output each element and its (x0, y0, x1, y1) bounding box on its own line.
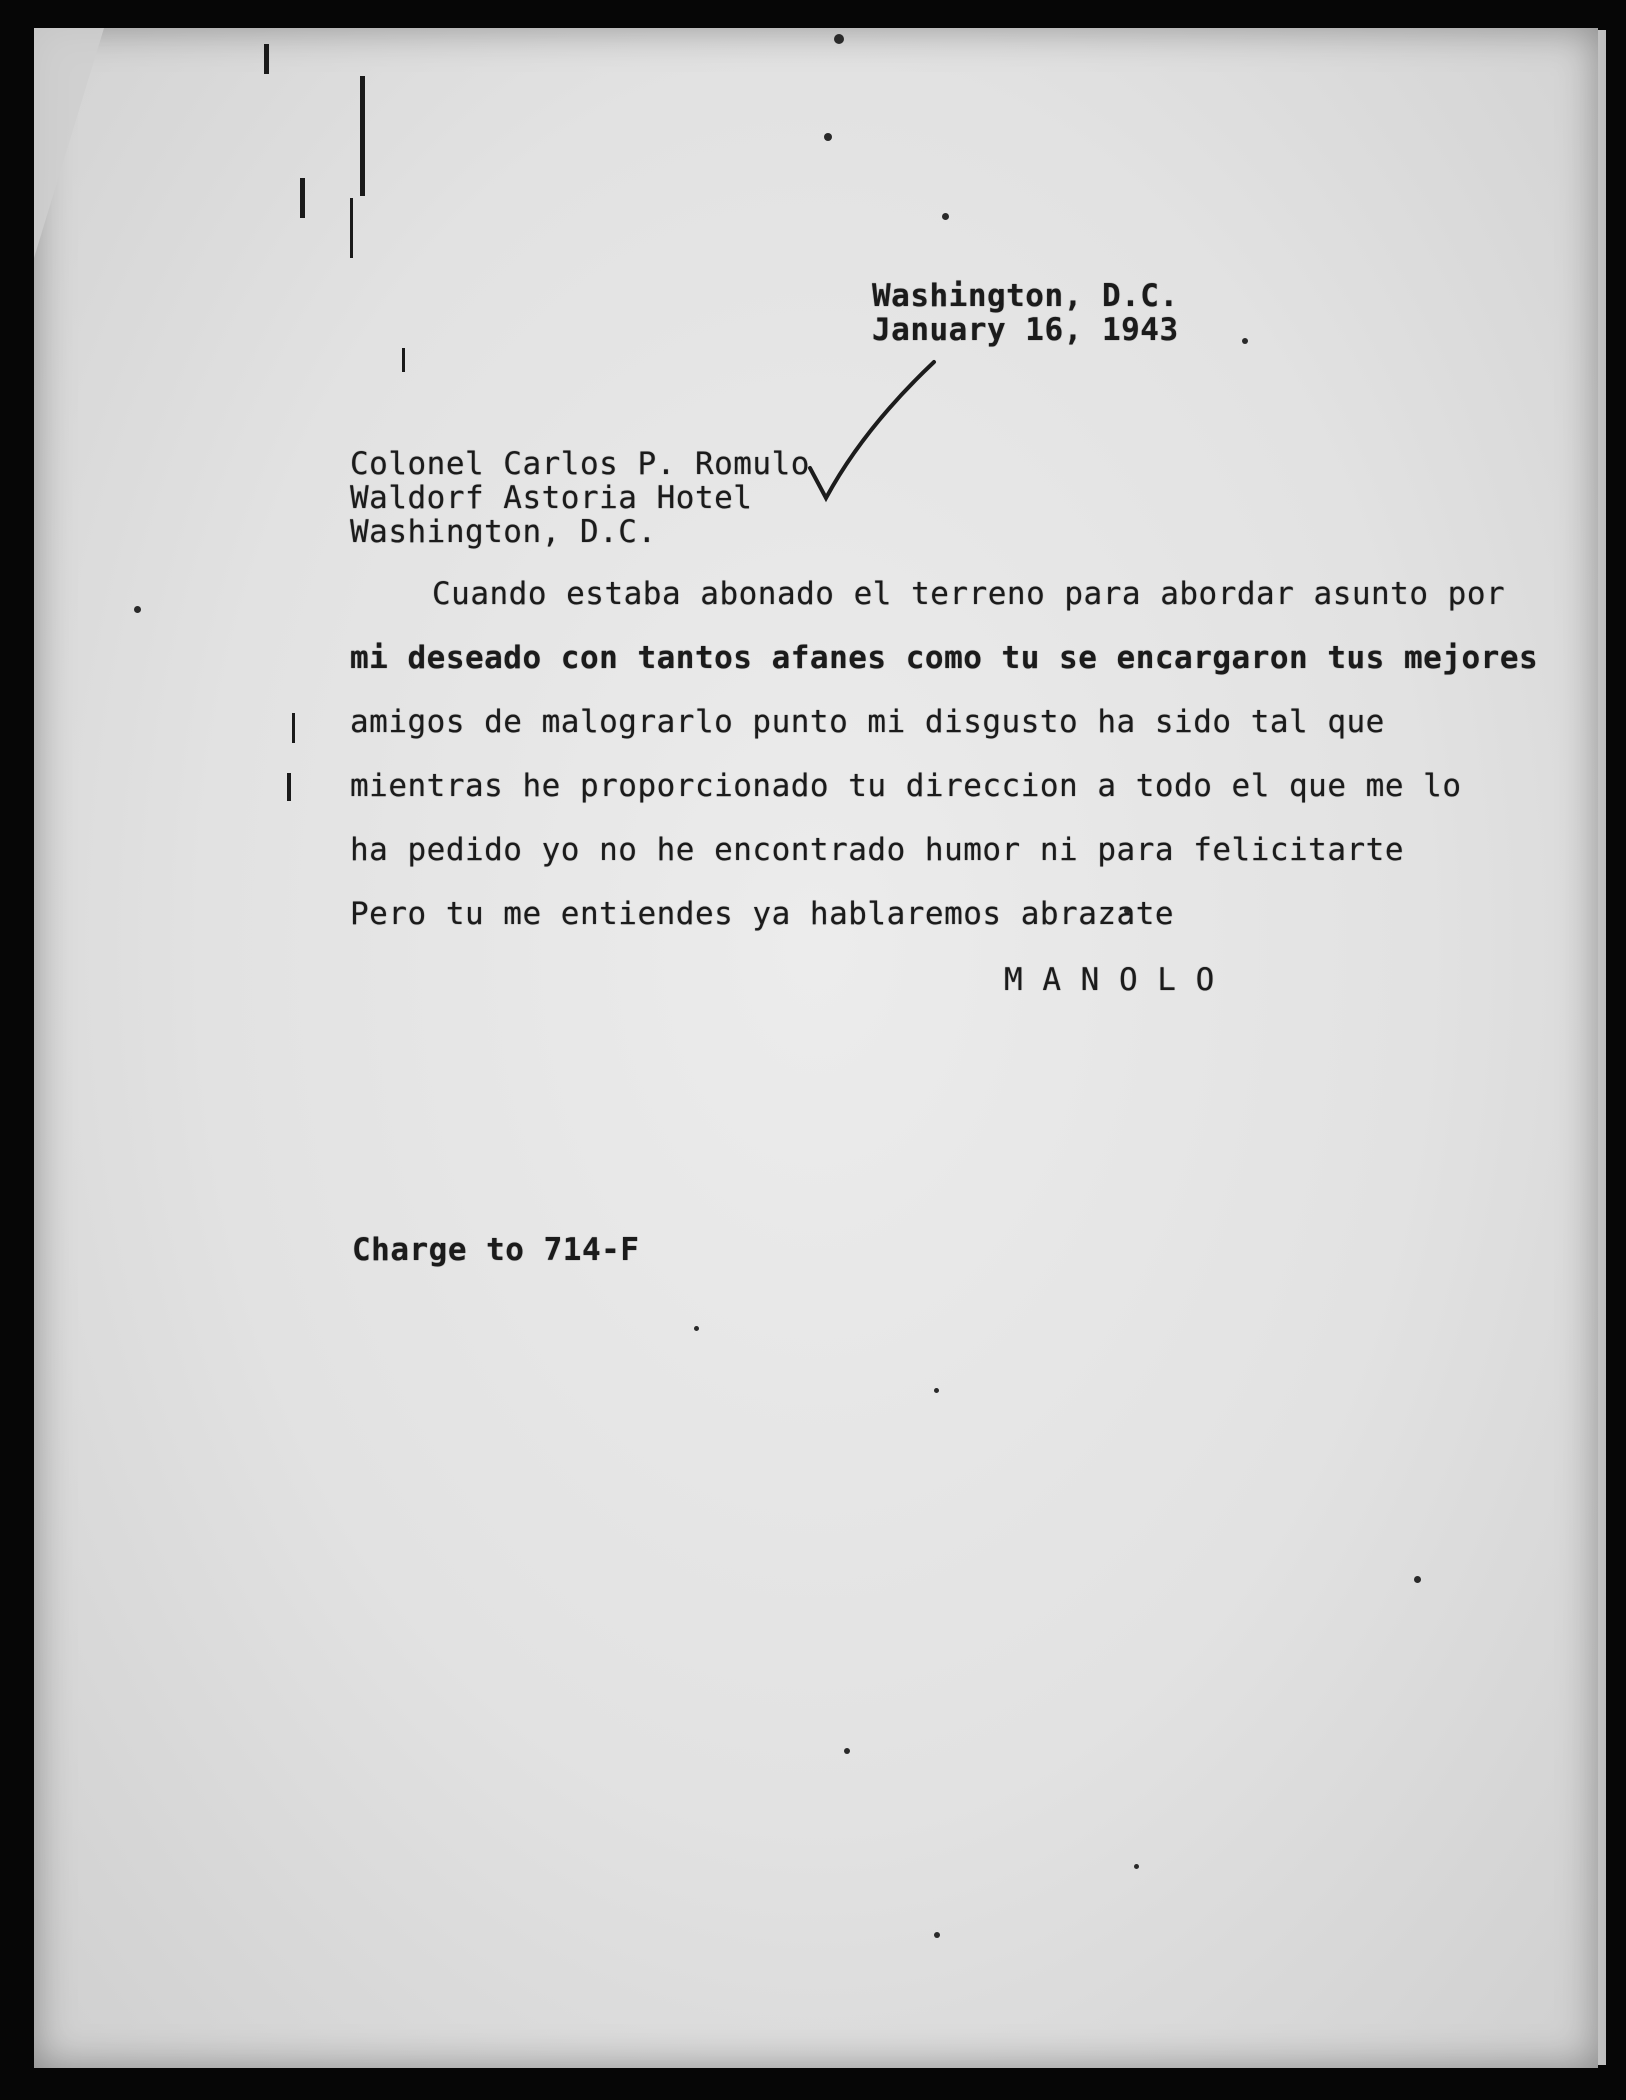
speck (1414, 1576, 1421, 1583)
body-line: Cuando estaba abonado el terreno para abordar asunto por (432, 576, 1506, 612)
body-line: Pero tu me entiendes ya hablaremos abrazate (350, 896, 1175, 932)
speck (1242, 338, 1248, 344)
speck (934, 1388, 939, 1393)
addressee-hotel: Waldorf Astoria Hotel (350, 480, 753, 516)
charge-note: Charge to 714-F (352, 1232, 640, 1268)
body-line: amigos de malograrlo punto mi disgusto ha sido tal que (350, 704, 1385, 740)
addressee-name: Colonel Carlos P. Romulo (350, 446, 810, 482)
margin-mark (360, 76, 365, 196)
checkmark-icon (804, 358, 944, 508)
speck (694, 1326, 699, 1331)
dateline-date: January 16, 1943 (872, 312, 1179, 348)
margin-mark (402, 348, 405, 372)
speck (934, 1932, 940, 1938)
addressee-city: Washington, D.C. (350, 514, 657, 550)
speck (942, 213, 949, 220)
dateline-city: Washington, D.C. (872, 278, 1179, 314)
body-line: mientras he proporcionado tu direccion a todo el que me lo (350, 768, 1462, 804)
body-line: mi deseado con tantos afanes como tu se encargaron tus mejores (350, 640, 1539, 676)
margin-mark (292, 713, 295, 743)
margin-mark (264, 44, 269, 74)
speck (134, 606, 141, 613)
margin-mark (350, 198, 353, 258)
body-line: ha pedido yo no he encontrado humor ni para felicitarte (350, 832, 1404, 868)
document-page (34, 28, 1598, 2068)
speck (1134, 1864, 1139, 1869)
margin-mark (300, 178, 305, 218)
speck (844, 1748, 850, 1754)
signature: M A N O L O (1004, 962, 1215, 998)
folded-corner (34, 28, 104, 258)
speck (834, 34, 844, 44)
margin-mark (287, 773, 291, 801)
speck (824, 133, 832, 141)
